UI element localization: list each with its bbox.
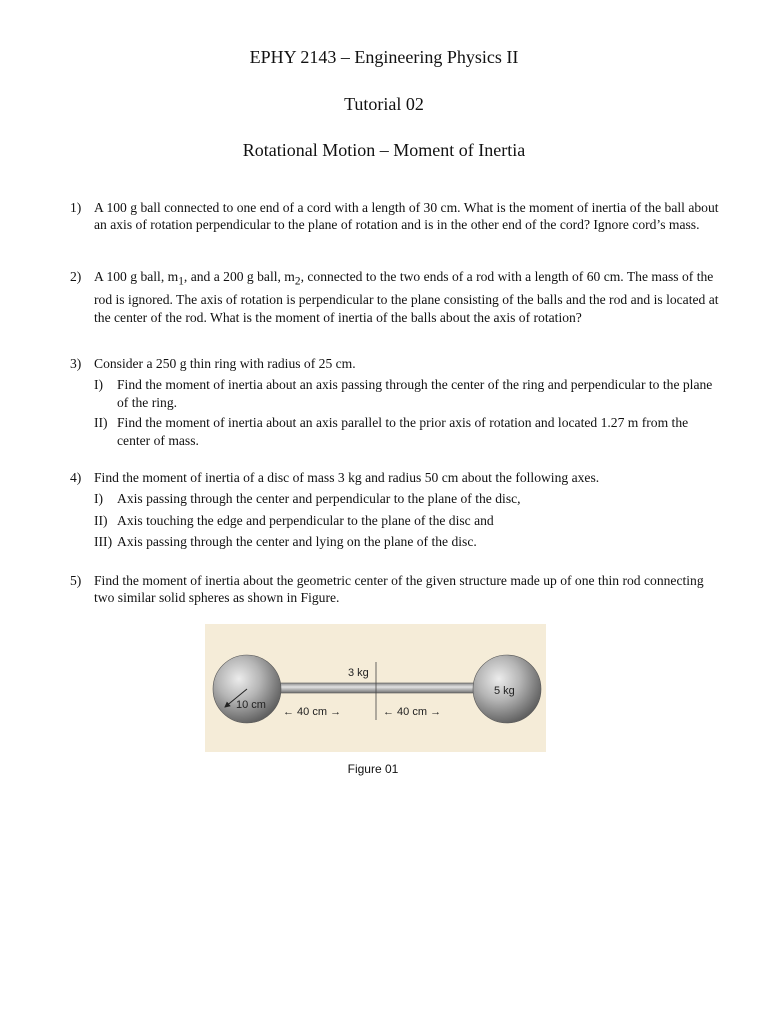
sub-question-text: Axis passing through the center and perpendicular to the plane of the disc, — [117, 491, 521, 507]
question-text: Find the moment of inertia of a disc of mass 3 kg and radius 50 cm about the following axes. — [94, 470, 600, 485]
tutorial-title: Tutorial 02 — [344, 94, 424, 114]
sub-question-number: III) — [94, 534, 113, 550]
dumbbell-drawing — [205, 624, 546, 752]
radius-label: 10 cm — [236, 699, 266, 711]
question-text: Find the moment of inertia about the geometric center of the given structure made up of one thin rod connecting two similar solid spheres as shown in Figure. — [94, 573, 704, 606]
thin-rod — [275, 683, 479, 693]
question-1 — [70, 199, 720, 234]
sub-question-number: I) — [94, 377, 104, 393]
left-length-label: ← 40 cm → — [283, 706, 342, 718]
question-text-part: A 100 g ball, m — [94, 269, 179, 284]
topic-title: Rotational Motion – Moment of Inertia — [242, 140, 526, 160]
right-length-label: ← 40 cm → — [383, 706, 442, 718]
question-body — [94, 355, 720, 452]
sub-question-text: Find the moment of inertia about an axis passing through the center of the ring and perpendicular to the plane of the ring. — [117, 377, 713, 410]
question-text-part: , and a 200 g ball, m — [183, 269, 295, 284]
question-text: Consider a 250 g thin ring with radius of 25 cm. — [94, 356, 356, 371]
subscript-m1: 1 — [178, 275, 184, 288]
sub-question-number: I) — [94, 491, 104, 507]
sub-question-text: Axis passing through the center and lying on the plane of the disc. — [117, 534, 477, 550]
question-text: A 100 g ball connected to one end of a cord with a length of 30 cm. What is the moment of inertia of the ball about an axis of rotation perpendicular to the plane of rotation and is in the other end of the cord? Ignore cord’s mass. — [94, 200, 719, 233]
question-number: 5) — [70, 573, 82, 588]
sub-question — [94, 512, 720, 529]
sub-question-text: Axis touching the edge and perpendicular to the plane of the disc and — [117, 512, 494, 528]
question-3 — [70, 355, 720, 452]
course-title: EPHY 2143 – Engineering Physics II — [249, 47, 519, 67]
sub-question-number: II) — [94, 415, 108, 431]
subscript-m2: 2 — [294, 275, 301, 288]
sub-question — [94, 533, 720, 550]
question-5 — [70, 572, 720, 607]
sub-question-list — [94, 376, 720, 449]
question-4 — [70, 469, 720, 555]
question-number: 3) — [70, 356, 82, 371]
question-text — [94, 268, 720, 326]
sub-question-text: Find the moment of inertia about an axis parallel to the prior axis of rotation and located 1.27 m from the center of mass. — [117, 415, 689, 448]
figure-caption: Figure 01 — [347, 762, 399, 776]
question-2 — [70, 268, 720, 326]
question-number: 4) — [70, 470, 82, 485]
dumbbell-figure — [205, 624, 546, 752]
question-text-part: , connected to the two ends of a rod with a length of 60 cm. The mass of the rod is ignored. The axis of rotation is perpendicular to the plane consisting of the balls and the rod and is located at the center of the rod. What is the moment of inertia of the balls about the axis of rotation? — [94, 269, 719, 325]
sphere-mass-label: 5 kg — [494, 685, 515, 697]
rod-mass-label: 3 kg — [348, 667, 369, 679]
sub-question — [94, 414, 720, 449]
question-number: 2) — [70, 269, 82, 284]
sub-question — [94, 490, 720, 507]
sub-question — [94, 376, 720, 411]
sub-question-list — [94, 490, 720, 550]
sub-question-number: II) — [94, 512, 108, 528]
question-body — [94, 469, 720, 555]
question-number: 1) — [70, 200, 82, 215]
